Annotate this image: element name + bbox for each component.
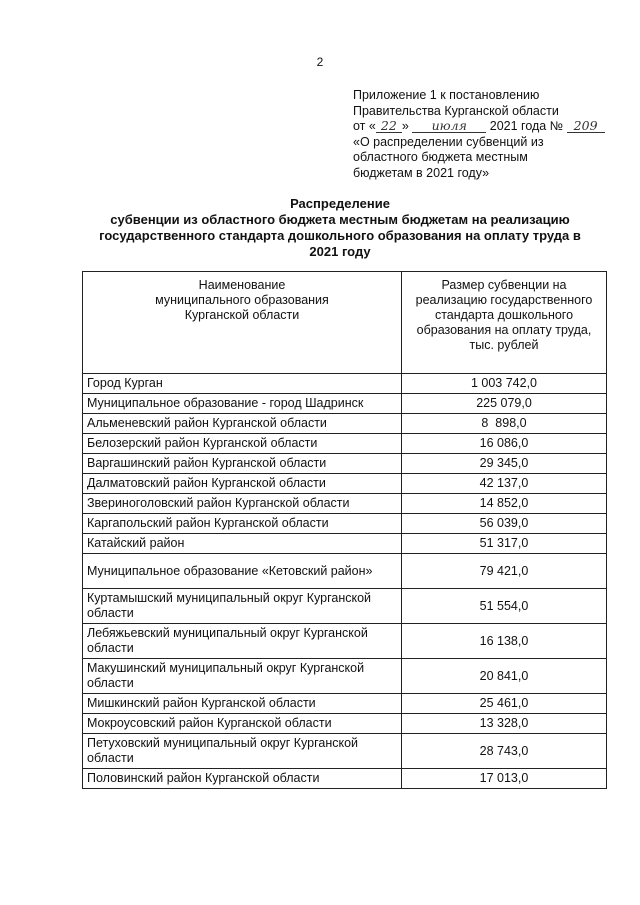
municipality-name: Мокроусовский район Курганской области (83, 714, 402, 734)
date-quote-close: » (401, 119, 409, 133)
subvention-table-wrapper (82, 271, 606, 789)
appendix-line-5: областного бюджета местным (353, 150, 528, 164)
table-row (83, 394, 607, 414)
page-number: 2 (316, 55, 324, 69)
handwritten-number: 209 (567, 119, 605, 133)
municipality-name: Белозерский район Курганской области (83, 434, 402, 454)
municipality-name: Каргапольский район Курганской области (83, 514, 402, 534)
municipality-name: Лебяжьевский муниципальный округ Курганской области (83, 624, 402, 659)
subvention-amount: 16 086,0 (402, 434, 607, 454)
table-row (83, 714, 607, 734)
title-line-3: государственного стандарта дошкольного образования на оплату труда в (99, 228, 581, 243)
header-name-line: Наименование (198, 278, 286, 292)
date-prefix: от « (353, 119, 376, 133)
header-name-line: Курганской области (184, 308, 300, 322)
header-value-line: Размер субвенции на (441, 278, 567, 292)
table-row (83, 554, 607, 589)
municipality-name: Катайский район (83, 534, 402, 554)
subvention-amount: 51 317,0 (402, 534, 607, 554)
subvention-amount: 17 013,0 (402, 769, 607, 789)
header-value-line: стандарта дошкольного (434, 308, 574, 322)
title-line-2: субвенции из областного бюджета местным бюджетам на реализацию (110, 212, 570, 227)
handwritten-day: 22 (376, 119, 402, 133)
table-row (83, 694, 607, 714)
municipality-name: Макушинский муниципальный округ Курганской области (83, 659, 402, 694)
table-row (83, 494, 607, 514)
table-row (83, 659, 607, 694)
subvention-amount: 14 852,0 (402, 494, 607, 514)
header-value-line: образования на оплату труда, (416, 323, 592, 337)
title-line-4: 2021 году (309, 244, 371, 259)
subvention-amount: 56 039,0 (402, 514, 607, 534)
table-row (83, 454, 607, 474)
header-name-line: муниципального образования (155, 293, 329, 307)
appendix-line-6: бюджетам в 2021 году» (353, 165, 490, 180)
subvention-amount: 225 079,0 (402, 394, 607, 414)
table-row (83, 624, 607, 659)
handwritten-month: июля (412, 119, 486, 133)
table-header-row (83, 272, 607, 374)
subvention-amount: 79 421,0 (402, 554, 607, 589)
municipality-name: Муниципальное образование «Кетовский район» (83, 554, 402, 589)
subvention-table (82, 271, 607, 789)
subvention-amount: 8 898,0 (402, 414, 607, 434)
municipality-name: Звериноголовский район Курганской области (83, 494, 402, 514)
subvention-amount: 13 328,0 (402, 714, 607, 734)
municipality-name: Половинский район Курганской области (83, 769, 402, 789)
table-row (83, 589, 607, 624)
appendix-line-2: Правительства Курганской области (353, 103, 559, 118)
table-row (83, 734, 607, 769)
subvention-amount: 29 345,0 (402, 454, 607, 474)
title-line-1: Распределение (290, 196, 390, 211)
table-row (83, 514, 607, 534)
table-row (83, 374, 607, 394)
subvention-amount: 20 841,0 (402, 659, 607, 694)
appendix-date-line (353, 119, 613, 135)
appendix-line-4: «О распределении субвенций из (353, 134, 544, 149)
subvention-amount: 25 461,0 (402, 694, 607, 714)
municipality-name: Альменевский район Курганской области (83, 414, 402, 434)
subvention-amount: 1 003 742,0 (402, 374, 607, 394)
document-title (70, 196, 610, 260)
municipality-name: Мишкинский район Курганской области (83, 694, 402, 714)
table-row (83, 414, 607, 434)
subvention-amount: 16 138,0 (402, 624, 607, 659)
date-year-text: 2021 года № (489, 119, 564, 133)
table-row (83, 434, 607, 454)
header-value-line: реализацию государственного (415, 293, 593, 307)
table-row (83, 534, 607, 554)
header-value-cell (402, 272, 607, 374)
municipality-name: Муниципальное образование - город Шадринск (83, 394, 402, 414)
table-row (83, 769, 607, 789)
appendix-line-1: Приложение 1 к постановлению (353, 88, 540, 102)
table-row (83, 474, 607, 494)
municipality-name: Петуховский муниципальный округ Курганской области (83, 734, 402, 769)
subvention-amount: 28 743,0 (402, 734, 607, 769)
subvention-amount: 51 554,0 (402, 589, 607, 624)
header-value-line: тыс. рублей (469, 338, 539, 352)
appendix-block (353, 88, 613, 181)
subvention-amount: 42 137,0 (402, 474, 607, 494)
header-name-cell (83, 272, 402, 374)
municipality-name: Далматовский район Курганской области (83, 474, 402, 494)
municipality-name: Куртамышский муниципальный округ Курганской области (83, 589, 402, 624)
municipality-name: Город Курган (83, 374, 402, 394)
municipality-name: Варгашинский район Курганской области (83, 454, 402, 474)
